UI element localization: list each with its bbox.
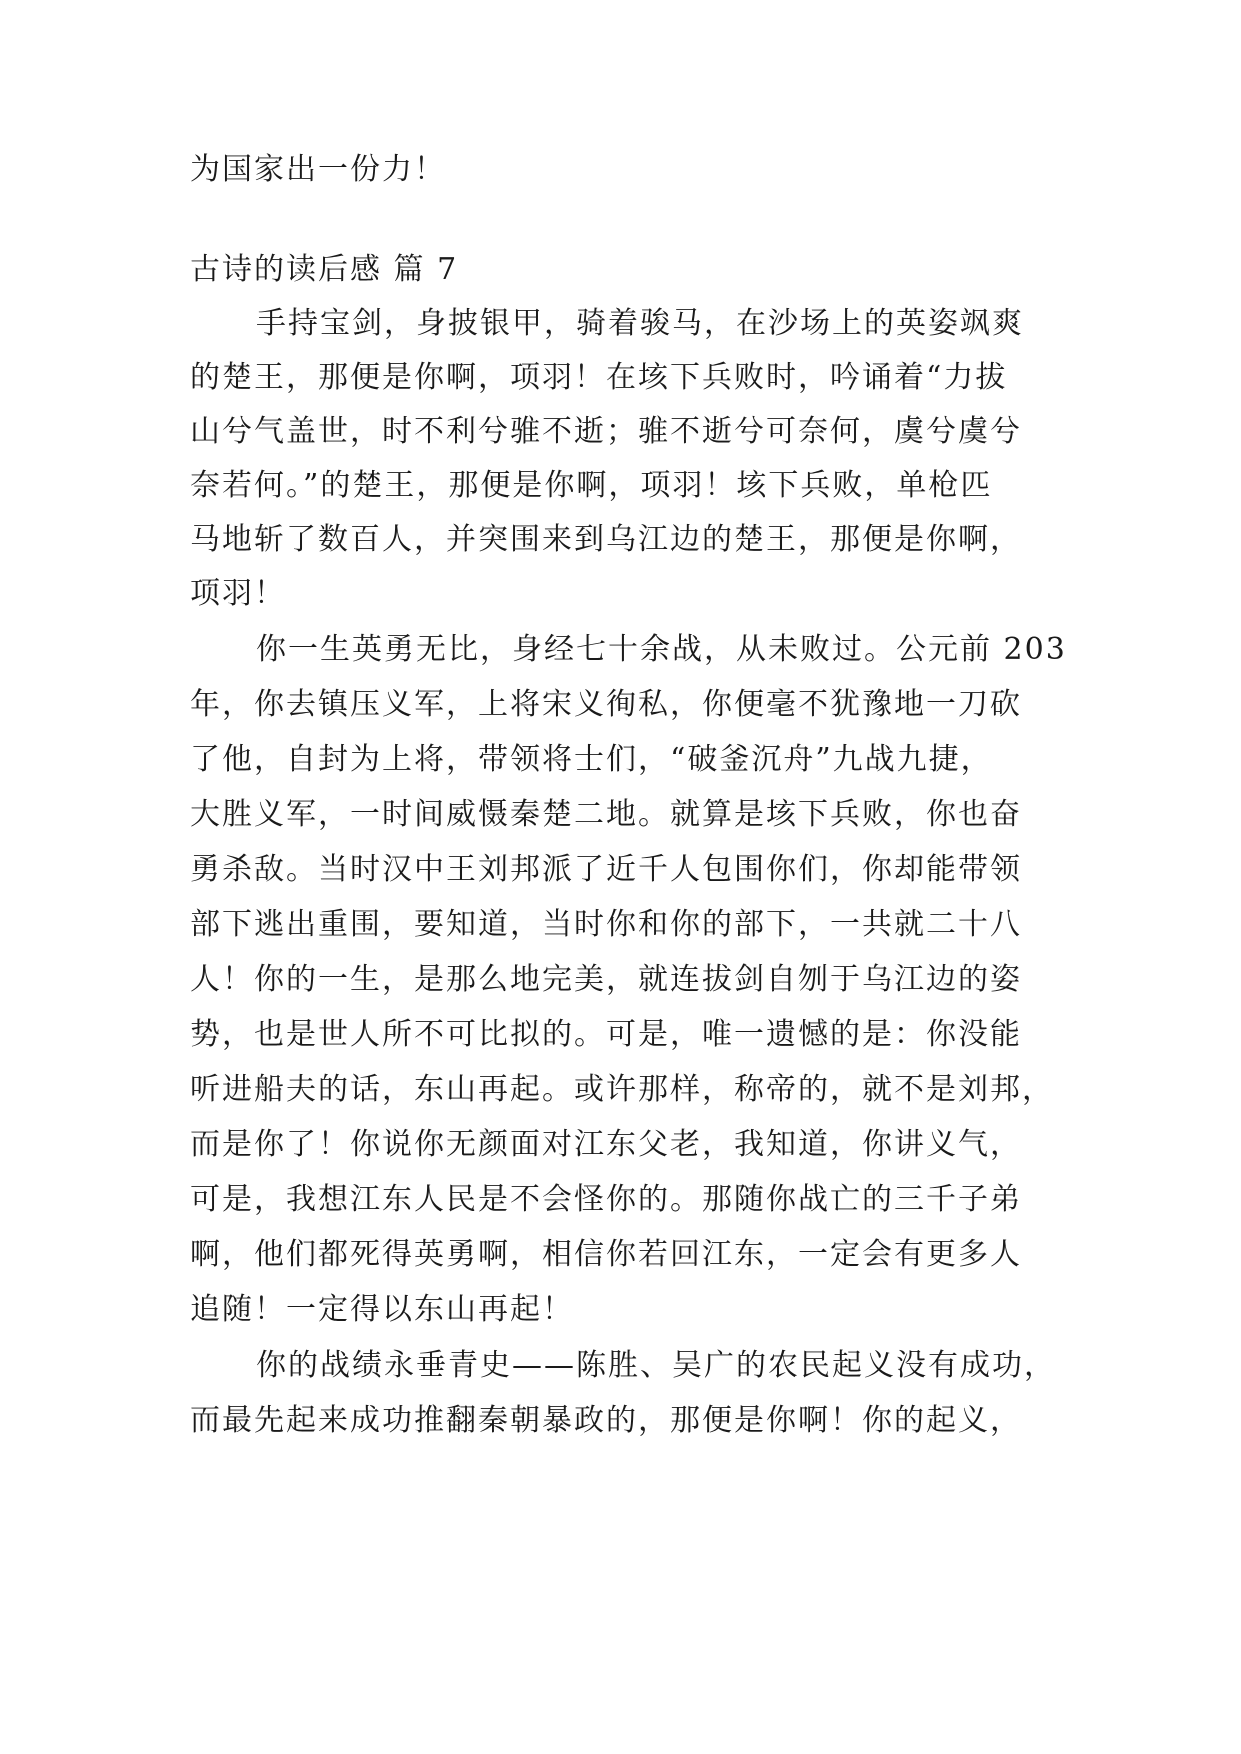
paragraph-line: 而是你了！你说你无颜面对江东父老，我知道，你讲义气， xyxy=(190,1127,1022,1162)
paragraph-line: 奈若何。”的楚王，那便是你啊，项羽！垓下兵败，单枪匹 xyxy=(190,468,993,503)
section-heading: 古诗的读后感 篇 7 xyxy=(190,252,459,287)
paragraph-line: 项羽！ xyxy=(190,576,286,611)
paragraph-line: 你一生英勇无比，身经七十余战，从未败过。公元前 203 xyxy=(256,632,1067,667)
text-line: 为国家出一份力！ xyxy=(190,152,446,187)
paragraph-line: 可是，我想江东人民是不会怪你的。那随你战亡的三千子弟 xyxy=(190,1182,1022,1217)
paragraph-line: 听进船夫的话，东山再起。或许那样，称帝的，就不是刘邦， xyxy=(190,1072,1054,1107)
paragraph-line: 手持宝剑，身披银甲，骑着骏马，在沙场上的英姿飒爽 xyxy=(256,306,1024,341)
paragraph-line: 追随！一定得以东山再起！ xyxy=(190,1292,574,1327)
paragraph-line: 人！你的一生，是那么地完美，就连拔剑自刎于乌江边的姿 xyxy=(190,962,1022,997)
paragraph-line: 势，也是世人所不可比拟的。可是，唯一遗憾的是：你没能 xyxy=(190,1017,1022,1052)
paragraph-line: 的楚王，那便是你啊，项羽！在垓下兵败时，吟诵着“力拔 xyxy=(190,360,1008,395)
paragraph-line: 大胜义军，一时间威慑秦楚二地。就算是垓下兵败，你也奋 xyxy=(190,797,1022,832)
paragraph-line: 啊，他们都死得英勇啊，相信你若回江东，一定会有更多人 xyxy=(190,1237,1022,1272)
paragraph-line: 你的战绩永垂青史——陈胜、吴广的农民起义没有成功， xyxy=(256,1348,1056,1383)
paragraph-line: 而最先起来成功推翻秦朝暴政的，那便是你啊！你的起义， xyxy=(190,1403,1022,1438)
paragraph-line: 马地斩了数百人，并突围来到乌江边的楚王，那便是你啊， xyxy=(190,522,1022,557)
paragraph-line: 部下逃出重围，要知道，当时你和你的部下，一共就二十八 xyxy=(190,907,1022,942)
paragraph-line: 山兮气盖世，时不利兮骓不逝；骓不逝兮可奈何，虞兮虞兮 xyxy=(190,414,1022,449)
paragraph-line: 了他，自封为上将，带领将士们，“破釜沉舟”九战九捷， xyxy=(190,742,993,777)
paragraph-line: 勇杀敌。当时汉中王刘邦派了近千人包围你们，你却能带领 xyxy=(190,852,1022,887)
paragraph-line: 年，你去镇压义军，上将宋义徇私，你便毫不犹豫地一刀砍 xyxy=(190,687,1022,722)
